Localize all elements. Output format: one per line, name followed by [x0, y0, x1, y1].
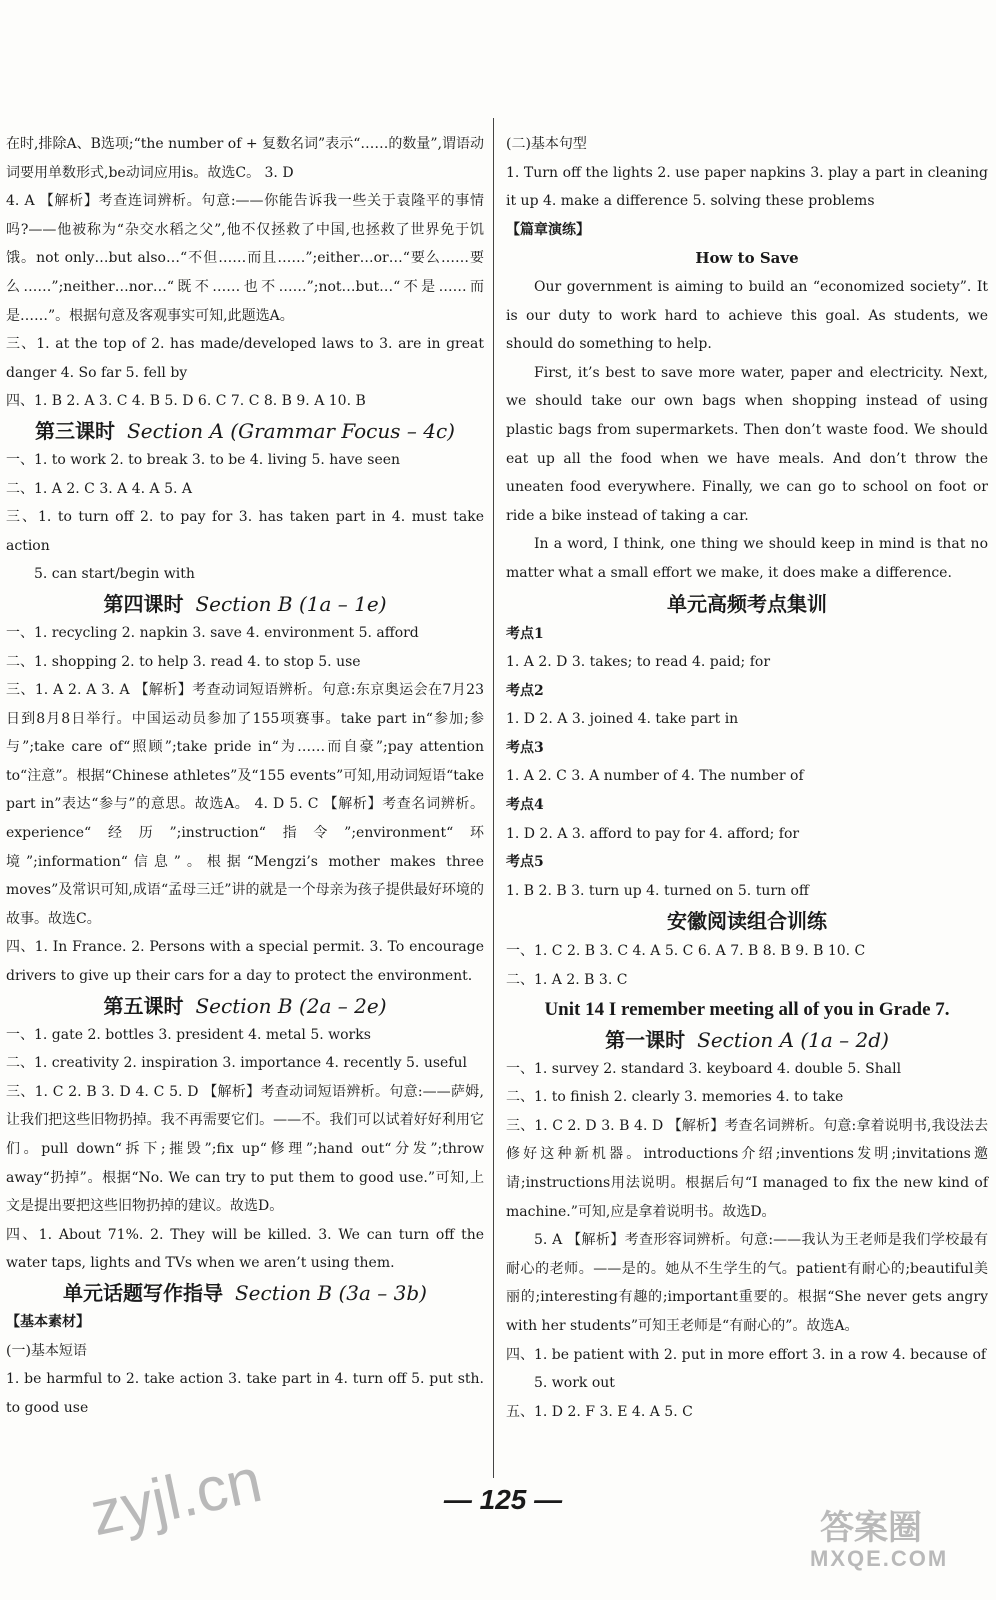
- page-number: — 125 —: [443, 1484, 563, 1515]
- answer-text: 四、1. B 2. A 3. C 4. B 5. D 6. C 7. C 8. B 9. A 10. B: [6, 393, 366, 410]
- answer-text: 三、1. at the top of 2. has made/developed laws to 3. are in great danger 4. So far 5. fell by: [6, 336, 484, 381]
- lesson-3-heading: 第三课时 Section A (Grammar Focus – 4c): [35, 418, 455, 443]
- right-column: [506, 130, 988, 1426]
- answer-text: 1. A 2. D 3. takes; to read 4. paid; for: [506, 654, 771, 671]
- answer-text: 一、1. gate 2. bottles 3. president 4. metal 5. works: [6, 1026, 371, 1043]
- watermark-logo: MXQE.COM: [810, 1546, 949, 1571]
- answer-text: 4. A 【解析】考查连词辨析。句意:——你能告诉我一些关于袁隆平的事情吗?——他被称为“杂交水稻之父”,他不仅拯救了中国,也拯救了世界免于饥饿。not only…but also…“不但……而且……”;either…or…“要么……要么……”;neither…nor…“既不……也不……”;not…but…“不是……而是……”。根据句意及客观事实可知,此题选A。: [6, 193, 484, 324]
- key-point-label: 考点3: [506, 739, 544, 756]
- answer-text: 1. A 2. C 3. A number of 4. The number of: [506, 768, 804, 785]
- answer-text: 二、1. to finish 2. clearly 3. memories 4. to take: [506, 1089, 844, 1106]
- answer-text: 5. A 【解析】考查形容词辨析。句意:——我认为王老师是我们学校最有耐心的老师。——是的。她从不生学生的气。patient有耐心的;beautiful美丽的;interesting有趣的;important重要的。根据“She never gets angry with her students”可知王老师是“有耐心的”。故选A。: [506, 1232, 988, 1334]
- answer-text: 一、1. survey 2. standard 3. keyboard 4. double 5. Shall: [506, 1060, 902, 1077]
- answer-text: 一、1. to work 2. to break 3. to be 4. living 5. have seen: [6, 451, 401, 468]
- answer-text: 三、1. C 2. B 3. D 4. C 5. D 【解析】考查动词短语辨析。句意:——萨姆,让我们把这些旧物扔掉。我不再需要它们。——不。我们可以试着好好利用它们。pull down“拆下;摧毁”;fix up“修理”;hand out“分发”;throw away“扔掉”。根据“No. We can try to put them to good use.”可知,上文是提出要把这些旧物扔掉的建议。故选D。: [6, 1083, 484, 1215]
- answer-text: 1. Turn off the lights 2. use paper napkins 3. play a part in cleaning it up 4. make a difference 5. solving these problems: [506, 164, 988, 210]
- answer-text: 一、1. C 2. B 3. C 4. A 5. C 6. A 7. B 8. B 9. B 10. C: [506, 943, 866, 960]
- anhui-reading-heading: 安徽阅读组合训练: [667, 909, 827, 934]
- subsection-label: 【篇章演练】: [506, 221, 590, 238]
- answer-text: 1. B 2. B 3. turn up 4. turned on 5. turn off: [506, 882, 809, 899]
- writing-guide-heading: 单元话题写作指导 Section B (3a – 3b): [62, 1280, 427, 1305]
- left-column: [6, 130, 484, 1422]
- subsection-label: (一)基本短语: [6, 1342, 87, 1359]
- answer-text: 五、1. D 2. F 3. E 4. A 5. C: [506, 1403, 693, 1420]
- answer-text: 三、1. A 2. A 3. A 【解析】考查动词短语辨析。句意:东京奥运会在7月23日到8月8日举行。中国运动员参加了155项赛事。take part in“参加;参与”;take care of“照顾”;take pride in“为……而自豪”;pay attention to“注意”。根据“Chinese athletes”及“155 events”可知,用动词短语“take part in”表达“参与”的意思。故选A。 4. D 5. C 【解析】考查名词辨析。experience“经历”;instruction“指令”;environment“环境”;information“信息”。根据“Mengzi’s mother makes three moves”及常识可知,成语“孟母三迁”讲的就是一个母亲为孩子提供最好环境的故事。故选C。: [6, 682, 484, 927]
- answer-text: 三、1. to turn off 2. to pay for 3. has taken part in 4. must take action: [6, 509, 484, 554]
- column-divider: [493, 118, 494, 1478]
- answer-text: 二、1. shopping 2. to help 3. read 4. to stop 5. use: [6, 653, 361, 670]
- unit-14-heading: Unit 14 I remember meeting all of you in Grade 7.: [544, 998, 950, 1020]
- essay-paragraph: Our government is aiming to build an “economized society”. It is our duty to work hard to achieve this goal. As students, we should do something to help.: [506, 278, 988, 353]
- answer-text: 二、1. A 2. B 3. C: [506, 972, 628, 989]
- answer-text: 1. D 2. A 3. afford to pay for 4. afford; for: [506, 825, 800, 842]
- key-point-label: 考点4: [506, 797, 544, 814]
- answer-text: 在时,排除A、B选项;“the number of + 复数名词”表示“……的数量”,谓语动词要用单数形式,be动词应用is。故选C。 3. D: [6, 136, 484, 181]
- essay-paragraph: In a word, I think, one thing we should keep in mind is that no matter what a small effort we make, it does make a difference.: [506, 536, 988, 581]
- answer-text: 四、1. In France. 2. Persons with a special permit. 3. To encourage drivers to give up their cars for a day to protect the environment.: [6, 939, 484, 985]
- answer-text: 1. D 2. A 3. joined 4. take part in: [506, 711, 739, 728]
- answer-text: 一、1. recycling 2. napkin 3. save 4. environment 5. afford: [6, 624, 419, 641]
- answer-text: 5. can start/begin with: [34, 566, 195, 583]
- key-point-label: 考点5: [506, 854, 544, 871]
- answer-text: 1. be harmful to 2. take action 3. take part in 4. turn off 5. put sth. to good use: [6, 1371, 484, 1416]
- lesson-5-heading: 第五课时 Section B (2a – 2e): [103, 993, 387, 1018]
- essay-paragraph: First, it’s best to save more water, paper and electricity. Next, we should take our own bags when shopping instead of using plastic bags from supermarkets. Then don’t waste food. We should eat up all the food when we have meals. And don’t throw the uneaten food everywhere. Finally, we can go to school on foot or ride a bike instead of taking a car.: [506, 364, 988, 524]
- key-point-label: 考点1: [506, 625, 544, 642]
- essay-title: How to Save: [695, 249, 799, 268]
- answer-text: 四、1. About 71%. 2. They will be killed. 3. We can turn off the water taps, lights and TVs when we aren’t using them.: [6, 1226, 484, 1272]
- answer-text: 三、1. C 2. D 3. B 4. D 【解析】考查名词辨析。句意:拿着说明书,我设法去修好这种新机器。introductions介绍;inventions发明;invitations邀请;instructions用法说明。根据后句“I managed to fix the new kind of machine.”可知,应是拿着说明书。故选D。: [506, 1117, 988, 1220]
- subsection-label: 【基本素材】: [6, 1313, 90, 1330]
- answer-text: 四、1. be patient with 2. put in more effort 3. in a row 4. because of: [506, 1346, 987, 1363]
- answer-text: 二、1. A 2. C 3. A 4. A 5. A: [6, 480, 192, 497]
- answer-text: 5. work out: [534, 1375, 615, 1392]
- unit-review-heading: 单元高频考点集训: [667, 591, 827, 616]
- watermark-logo: 答案圈: [820, 1509, 922, 1547]
- watermark-logo: zyjl.cn: [84, 1445, 268, 1550]
- answer-text: 二、1. creativity 2. inspiration 3. importance 4. recently 5. useful: [6, 1055, 467, 1072]
- lesson-4-heading: 第四课时 Section B (1a – 1e): [103, 591, 387, 616]
- lesson-1-heading: 第一课时 Section A (1a – 2d): [605, 1027, 889, 1052]
- key-point-label: 考点2: [506, 682, 544, 699]
- subsection-label: (二)基本句型: [506, 136, 587, 152]
